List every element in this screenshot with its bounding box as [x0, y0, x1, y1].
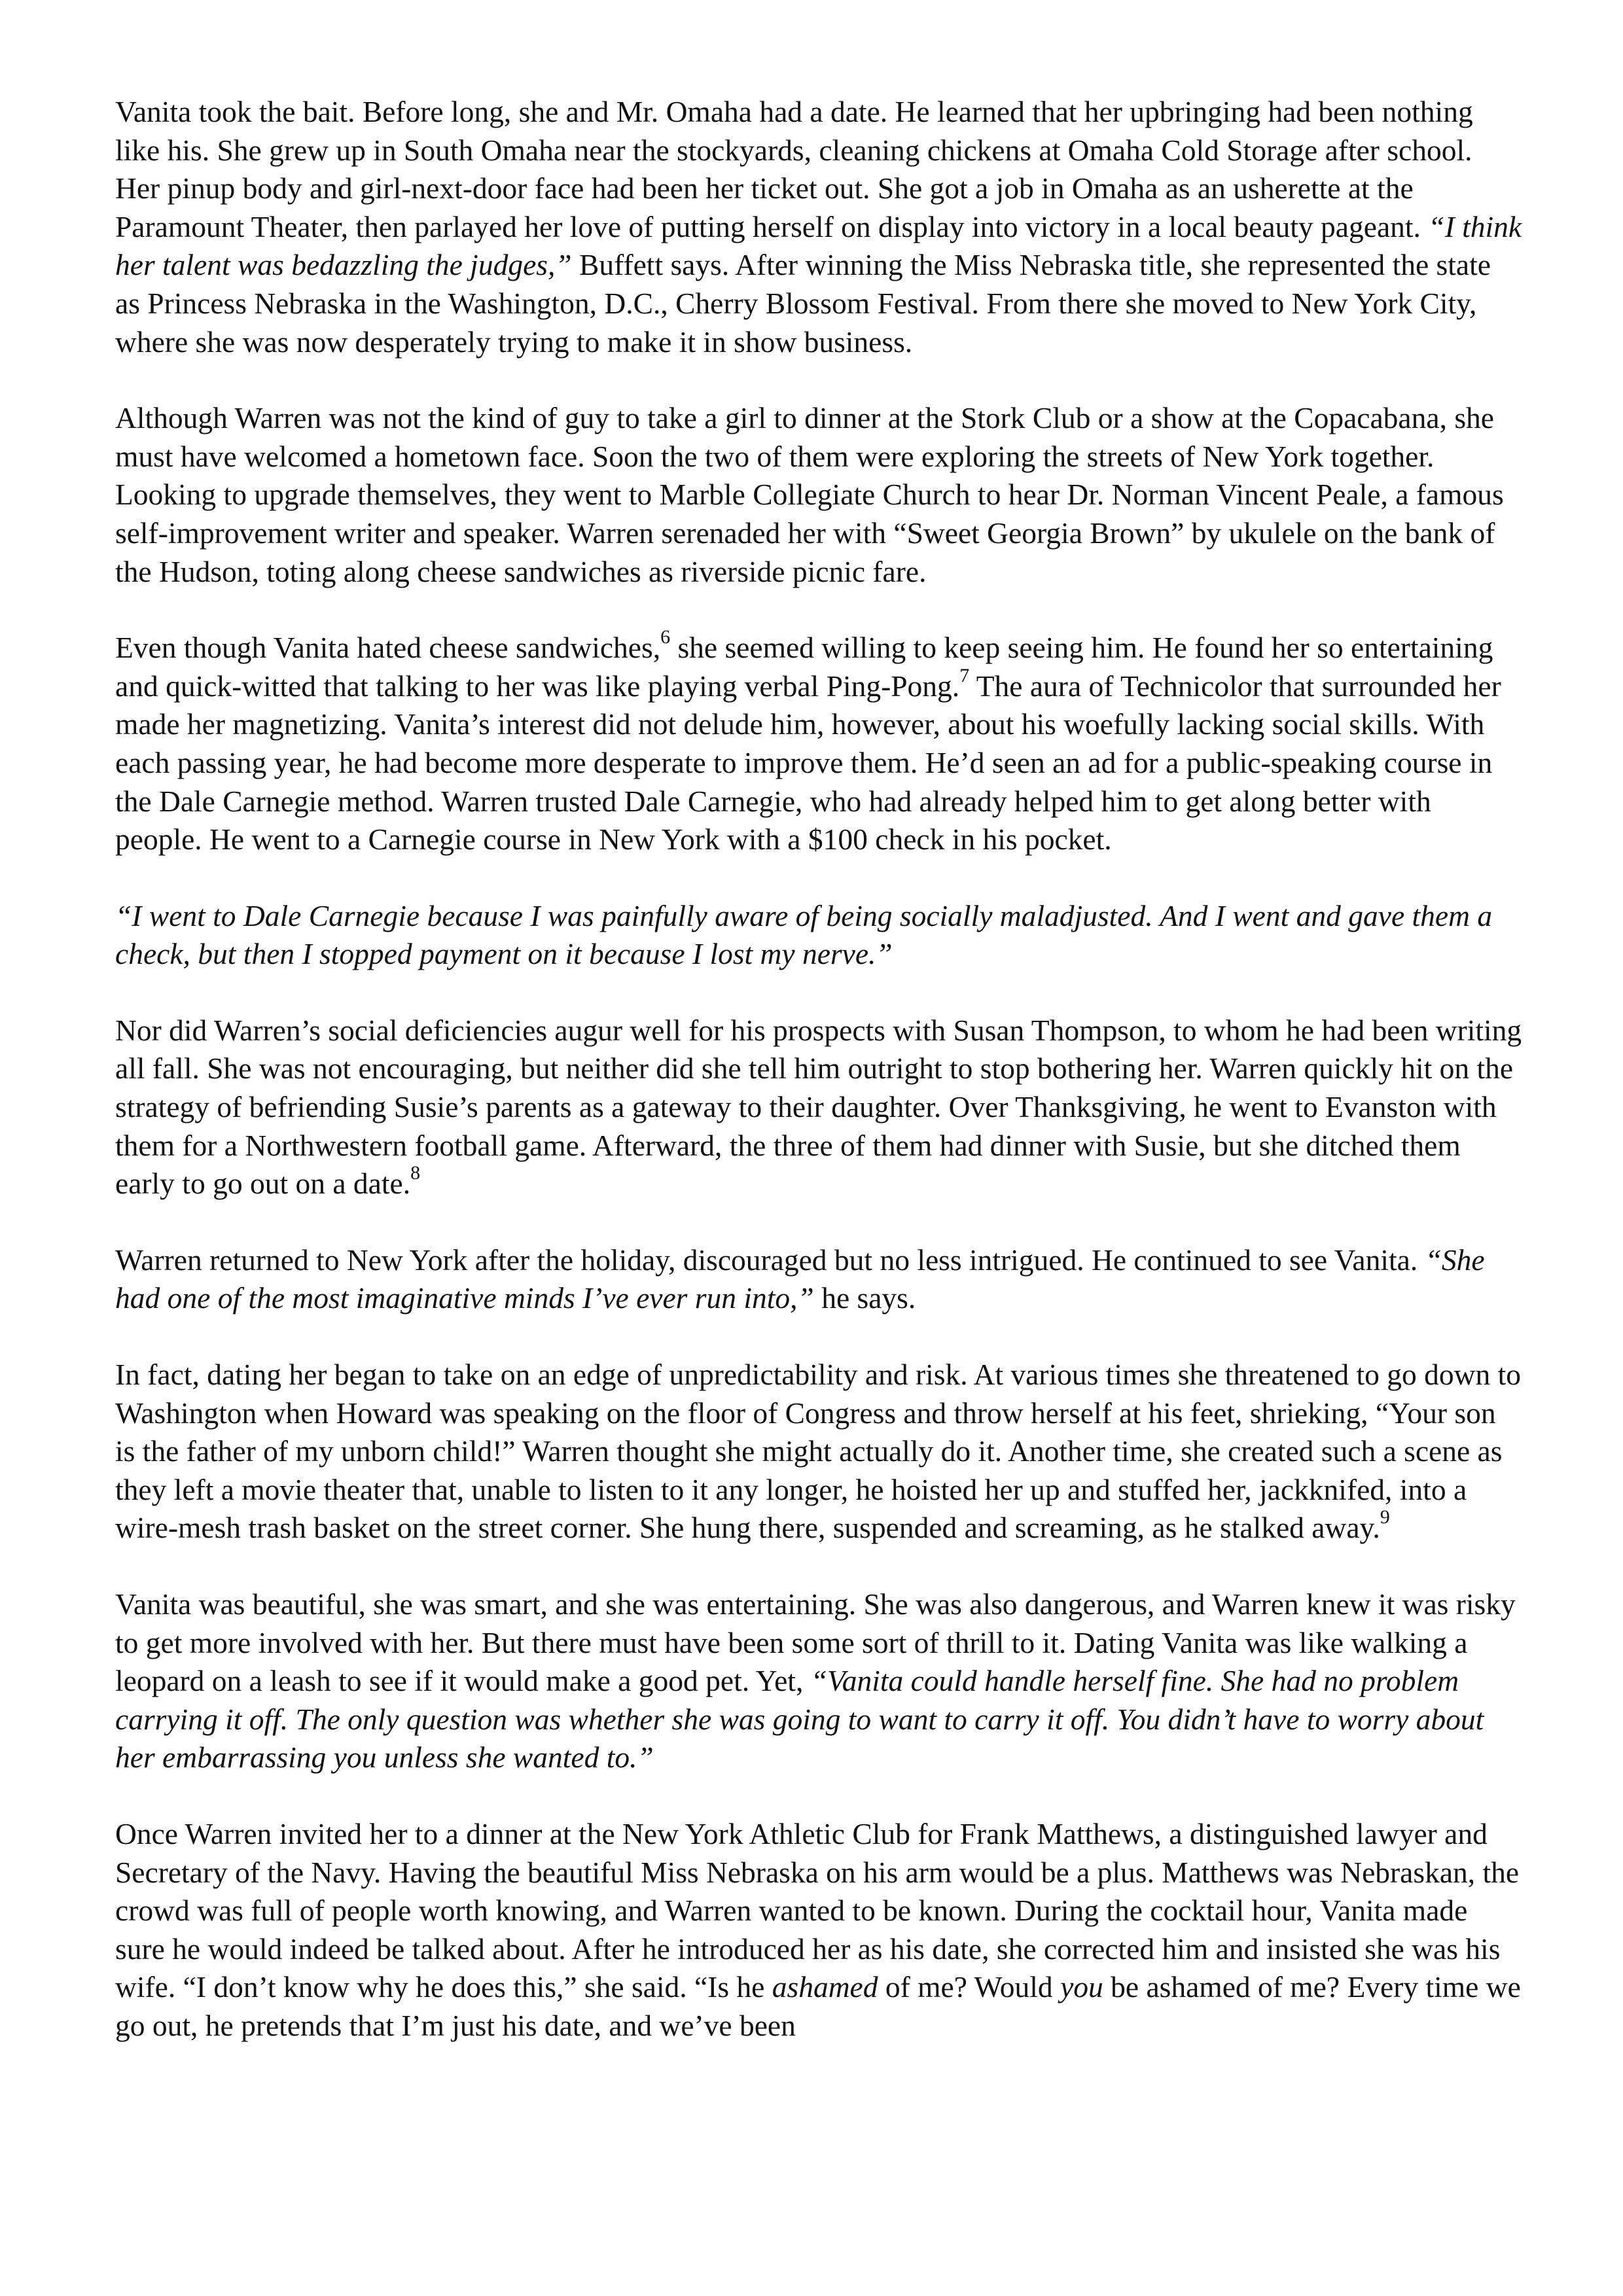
emphasis-run: ashamed — [772, 1970, 878, 2004]
quote-run: “I went to Dale Carnegie because I was painfully aware of being socially maladjusted. And I went and gave them a check, but then I stopped payment on it because I lost my nerve.” — [115, 898, 1493, 971]
footnote-ref: 8 — [410, 1162, 421, 1184]
paragraph-2 — [115, 399, 1522, 591]
text-run: Once Warren invited her to a dinner at the New York Athletic Club for Frank Matthews, a distinguished lawyer and Secretary of the Navy. Having the beautiful Miss Nebraska on his arm would be a plus. Matthews was Nebraskan, the crowd was full of people worth knowing, and Warren wanted to be known. During the cocktail hour, Vanita made sure he would indeed be talked about. After he introduced her as his date, she corrected him and insisted she was his wife. “I don’t know why he does this,” she said. “Is he — [115, 1816, 1520, 2004]
text-run: In fact, dating her began to take on an edge of unpredictability and risk. At various times she threatened to go down to Washington when Howard was speaking on the floor of Congress and throw herself at his feet, shrieking, “Your son is the father of my unborn child!” Warren thought she might actually do it. Another time, she created such a scene as they left a movie theater that, unable to listen to it any longer, he hoisted her up and stuffed her, jackknifed, into a wire-mesh trash basket on the street corner. She hung there, suspended and screaming, as he stalked away. — [115, 1358, 1522, 1545]
paragraph-6 — [115, 1241, 1522, 1318]
paragraph-1 — [115, 93, 1522, 361]
text-run: Vanita took the bait. Before long, she and Mr. Omaha had a date. He learned that her upbringing had been nothing like his. She grew up in South Omaha near the stockyards, cleaning chickens at Omaha Cold Storage after school. Her pinup body and girl-next-door face had been her ticket out. She got a job in Omaha as an usherette at the Paramount Theater, then parlayed her love of putting herself on display into victory in a local beauty pageant. — [115, 95, 1473, 243]
document-page — [115, 93, 1522, 2045]
text-run: Vanita was beautiful, she was smart, and she was entertaining. She was also dangerous, and Warren knew it was risky to get more involved with her. But there must have been some sort of thrill to it. Dating Vanita was like walking a leopard on a leash to see if it would make a good pet. Yet, — [115, 1587, 1516, 1698]
text-run: be ashamed of me? Every time we go out, he pretends that I’m just his date, and we’ve been — [115, 1970, 1521, 2042]
paragraph-4 — [115, 897, 1522, 974]
quote-run: “Vanita could handle herself fine. She had no problem carrying it off. The only question was whether she was going to want to carry it off. You didn’t have to worry about her embarrassing you unless she wanted to.” — [115, 1664, 1484, 1775]
text-run: she seemed willing to keep seeing him. He found her so entertaining and quick-witted that talking to her was like playing verbal Ping-Pong. — [115, 631, 1493, 703]
paragraph-3 — [115, 626, 1522, 859]
quote-run: “I think her talent was bedazzling the judges,” — [115, 209, 1522, 282]
emphasis-run: you — [1060, 1970, 1103, 2004]
quote-run: “She had one of the most imaginative minds I’ve ever run into,” — [115, 1243, 1485, 1315]
text-run: he says. — [813, 1281, 916, 1315]
text-run: The aura of Technicolor that surrounded her made her magnetizing. Vanita’s interest did not delude him, however, about his woefully lacking social skills. With each passing year, he had become more desperate to improve them. He’d seen an ad for a public-speaking course in the Dale Carnegie method. Warren trusted Dale Carnegie, who had already helped him to get along better with people. He went to a Carnegie course in New York with a $100 check in his pocket. — [115, 669, 1501, 857]
footnote-ref: 9 — [1380, 1506, 1390, 1528]
paragraph-9 — [115, 1815, 1522, 2045]
text-run: Buffett says. After winning the Miss Nebraska title, she represented the state as Princess Nebraska in the Washington, D.C., Cherry Blossom Festival. From there she moved to New York City, where she was now desperately trying to make it in show business. — [115, 248, 1491, 359]
text-run: Warren returned to New York after the holiday, discouraged but no less intrigued. He continued to see Vanita. — [115, 1243, 1425, 1277]
paragraph-5 — [115, 1012, 1522, 1203]
text-run: Even though Vanita hated cheese sandwiches, — [115, 631, 661, 665]
footnote-ref: 6 — [660, 626, 671, 648]
text-run: of me? Would — [878, 1970, 1061, 2004]
paragraph-7 — [115, 1356, 1522, 1547]
footnote-ref: 7 — [959, 664, 970, 686]
paragraph-8 — [115, 1585, 1522, 1777]
text-run: Nor did Warren’s social deficiencies augur well for his prospects with Susan Thompson, to whom he had been writing all fall. She was not encouraging, but neither did she tell him outright to stop bothering her. Warren quickly hit on the strategy of befriending Susie’s parents as a gateway to their daughter. Over Thanksgiving, he went to Evanston with them for a Northwestern football game. Afterward, the three of them had dinner with Susie, but she ditched them early to go out on a date. — [115, 1013, 1522, 1201]
text-run: Although Warren was not the kind of guy to take a girl to dinner at the Stork Club or a show at the Copacabana, she must have welcomed a hometown face. Soon the two of them were exploring the streets of New York together. Looking to upgrade themselves, they went to Marble Collegiate Church to hear Dr. Norman Vincent Peale, a famous self-improvement writer and speaker. Warren serenaded her with “Sweet Georgia Brown” by ukulele on the bank of the Hudson, toting along cheese sandwiches as riverside picnic fare. — [115, 401, 1504, 588]
